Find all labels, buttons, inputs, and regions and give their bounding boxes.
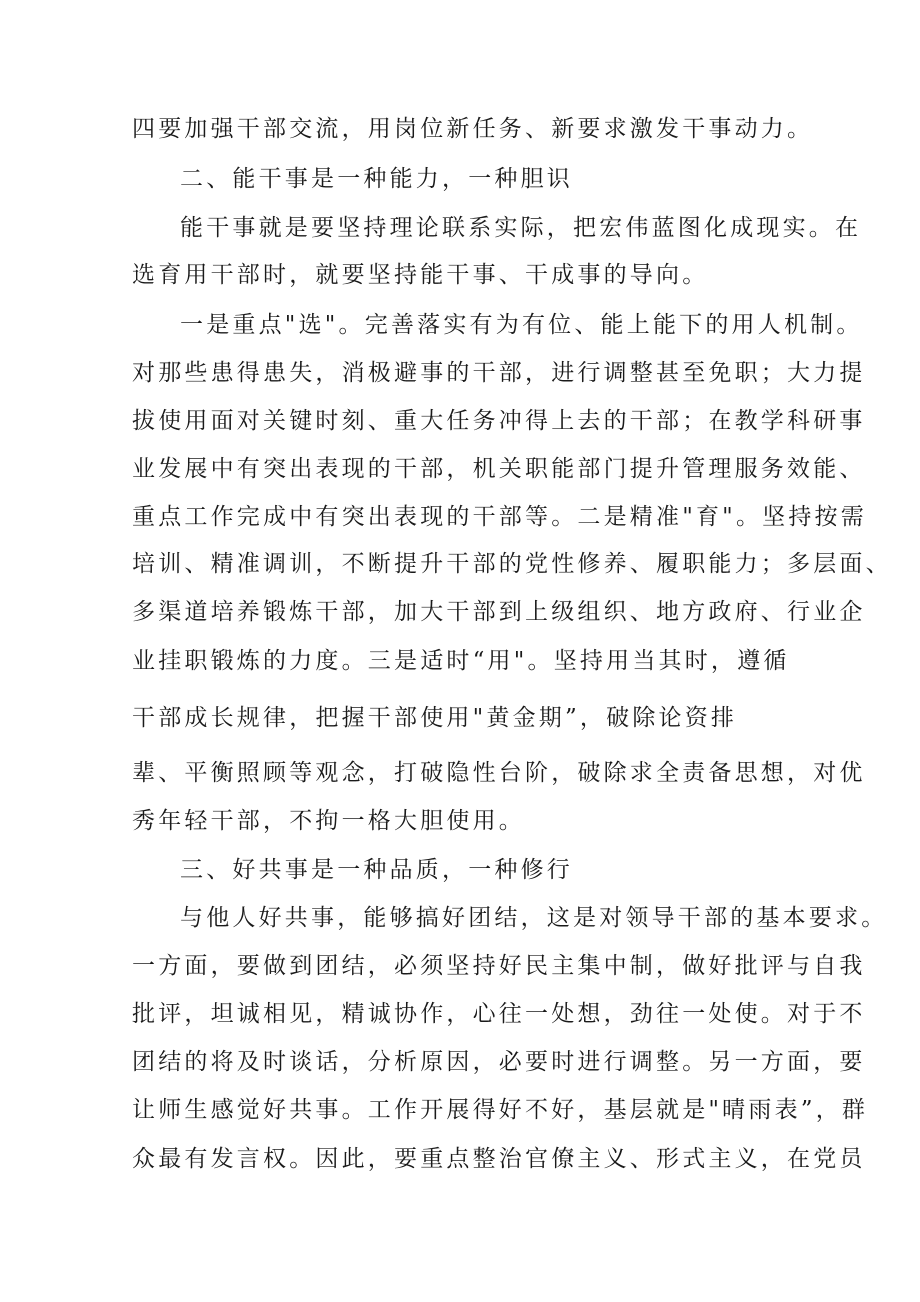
paragraph-line: 干部成长规律，把握干部使用"黄金期”，破除论资排 [132,705,738,731]
paragraph-line: 对那些患得患失，消极避事的干部，进行调整甚至免职；大力提 [132,360,866,386]
paragraph-line: 重点工作完成中有突出表现的干部等。二是精准"育"。坚持按需 [132,504,867,530]
paragraph-line: 批评，坦诚相见，精诚协作，心往一处想，劲往一处使。对于不 [132,1001,866,1027]
paragraph-line: 四要加强干部交流，用岗位新任务、新要求激发干事动力。 [132,116,814,142]
paragraph-line: 业发展中有突出表现的干部，机关职能部门提升管理服务效能、 [132,456,866,482]
paragraph-line: 选育用干部时，就要坚持能干事、干成事的导向。 [132,262,709,288]
paragraph-line: 一方面，要做到团结，必须坚持好民主集中制，做好批评与自我 [132,953,866,979]
paragraph-line: 团结的将及时谈话，分析原因，必要时进行调整。另一方面，要 [132,1049,866,1075]
paragraph-line: 与他人好共事，能够搞好团结，这是对领导干部的基本要求。 [180,905,888,931]
section-heading: 三、好共事是一种品质，一种修行 [180,857,573,883]
paragraph-line: 众最有发言权。因此，要重点整治官僚主义、形式主义，在党员 [132,1146,866,1172]
paragraph-line: 能干事就是要坚持理论联系实际，把宏伟蓝图化成现实。在 [180,215,862,241]
section-heading: 二、能干事是一种能力，一种胆识 [180,166,573,192]
paragraph-line: 培训、精准调训，不断提升干部的党性修养、履职能力；多层面、 [132,551,892,577]
paragraph-line: 多渠道培养锻炼干部，加大干部到上级组织、地方政府、行业企 [132,599,866,625]
paragraph-line: 让师生感觉好共事。工作开展得好不好，基层就是"晴雨表”，群 [132,1097,869,1123]
paragraph-line: 业挂职锻炼的力度。三是适时“用"。坚持用当其时，遵循 [132,648,790,674]
paragraph-line: 拔使用面对关键时刻、重大任务冲得上去的干部；在教学科研事 [132,408,866,434]
paragraph-line: 辈、平衡照顾等观念，打破隐性台阶，破除求全责备思想，对优 [132,760,866,786]
paragraph-line: 一是重点"选"。完善落实有为有位、能上能下的用人机制。 [180,312,863,338]
paragraph-line: 秀年轻干部，不拘一格大胆使用。 [132,808,525,834]
